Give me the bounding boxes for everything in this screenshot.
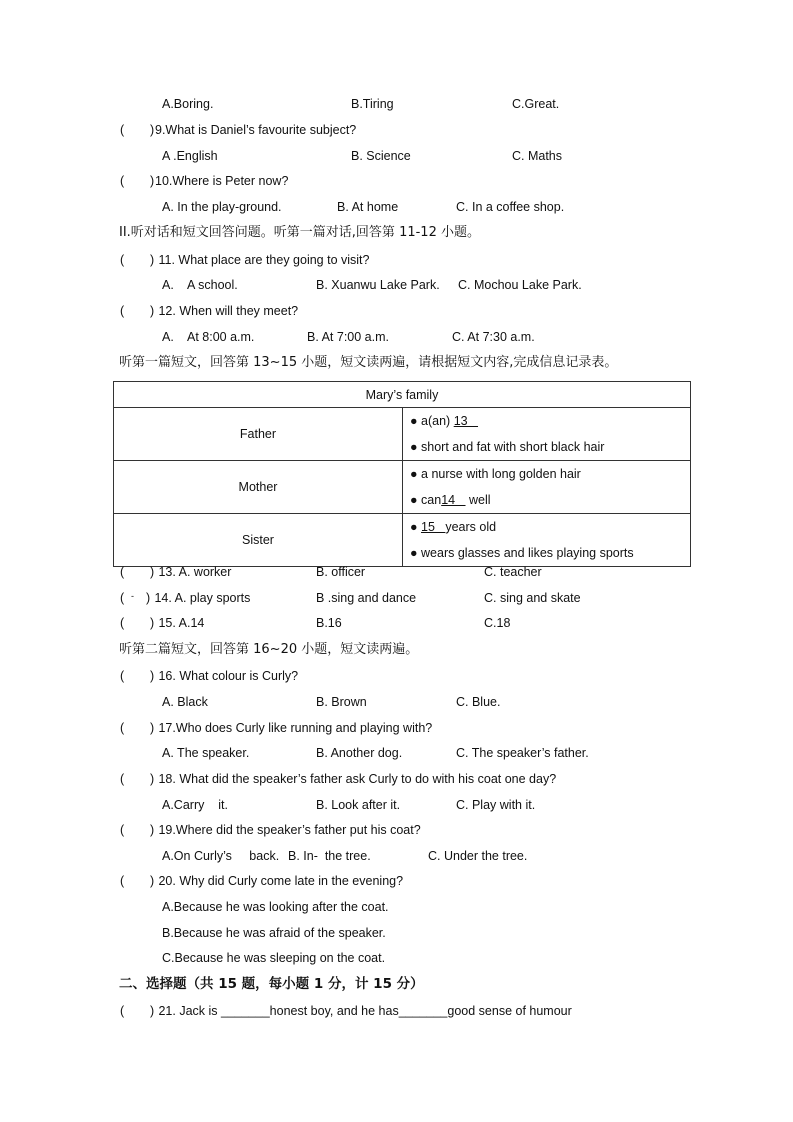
q13-option-c: C. teacher bbox=[484, 565, 542, 579]
q18-question: 18. What did the speaker’s father ask Curly to do with his coat one day? bbox=[155, 772, 557, 786]
marys-family-table bbox=[113, 381, 691, 567]
sister-line1-suffix: years old bbox=[445, 520, 497, 534]
part2-heading: 二、选择题（共 15 题，每小题 1 分，计 15 分） bbox=[119, 976, 424, 992]
q8-option-a: A.Boring. bbox=[162, 97, 214, 111]
q16-option-b: B. Brown bbox=[316, 695, 367, 709]
q15-paren-open: ( bbox=[120, 616, 125, 630]
q19-paren-close: ) bbox=[150, 823, 155, 837]
q18-option-b: B. Look after it. bbox=[316, 798, 401, 812]
q12-option-b: B. At 7:00 a.m. bbox=[307, 330, 389, 344]
sister-line1-prefix: ● bbox=[410, 520, 422, 534]
q16-option-c: C. Blue. bbox=[456, 695, 501, 709]
q17-option-c: C. The speaker’s father. bbox=[456, 746, 589, 760]
section2-heading: II.听对话和短文回答问题。听第一篇对话,回答第 11-12 小题。 bbox=[119, 225, 480, 240]
q15-paren-close: ) bbox=[150, 616, 155, 630]
q15-option-b: B.16 bbox=[316, 616, 342, 630]
q14-option-a: 14. A. play sports bbox=[151, 591, 251, 605]
father-line2: ● short and fat with short black hair bbox=[410, 440, 605, 454]
q10-question: 10.Where is Peter now? bbox=[155, 174, 289, 188]
q8-option-b: B.Tiring bbox=[351, 97, 394, 111]
q18-paren-close: ) bbox=[150, 772, 155, 786]
q21-paren-close: ) bbox=[150, 1004, 155, 1018]
mother-info bbox=[403, 461, 691, 514]
q20-question: 20. Why did Curly come late in the evening? bbox=[155, 874, 404, 888]
q10-option-b: B. At home bbox=[337, 200, 399, 214]
mother-line1: ● a nurse with long golden hair bbox=[410, 467, 581, 481]
q17-paren-close: ) bbox=[150, 721, 155, 735]
q21-text-mid: honest boy, and he has bbox=[269, 1004, 399, 1018]
q18-paren-open: ( bbox=[120, 772, 125, 786]
q20-paren-close: ) bbox=[150, 874, 155, 888]
sister-line2: ● wears glasses and likes playing sports bbox=[410, 546, 634, 560]
q19-paren-open: ( bbox=[120, 823, 125, 837]
q18-option-a: A.Carry it. bbox=[162, 798, 228, 812]
sister-info bbox=[403, 514, 691, 567]
q14-mark: - bbox=[131, 591, 134, 601]
q9-question: 9.What is Daniel’s favourite subject? bbox=[155, 123, 357, 137]
q13-paren-open: ( bbox=[120, 565, 125, 579]
q15-option-a: 15. A.14 bbox=[155, 616, 205, 630]
q13-option-a: 13. A. worker bbox=[155, 565, 232, 579]
q12-question: 12. When will they meet? bbox=[155, 304, 299, 318]
table-title: Mary’s family bbox=[114, 382, 691, 408]
mother-line2-suffix: well bbox=[465, 493, 491, 507]
q18-option-c: C. Play with it. bbox=[456, 798, 536, 812]
q16-paren-close: ) bbox=[150, 669, 155, 683]
q12-option-a: A. At 8:00 a.m. bbox=[162, 330, 255, 344]
table-row bbox=[114, 461, 691, 514]
q14-paren-close: ) bbox=[146, 591, 151, 605]
q21-text-start: 21. Jack is bbox=[155, 1004, 221, 1018]
q17-question: 17.Who does Curly like running and playing with? bbox=[155, 721, 433, 735]
q9-paren-open: ( bbox=[120, 123, 125, 137]
q11-option-c: C. Mochou Lake Park. bbox=[458, 278, 582, 292]
q21-text-end: good sense of humour bbox=[447, 1004, 572, 1018]
q14-option-c: C. sing and skate bbox=[484, 591, 581, 605]
father-label: Father bbox=[114, 408, 403, 461]
q14-option-b: B .sing and dance bbox=[316, 591, 417, 605]
q20-option-b: B.Because he was afraid of the speaker. bbox=[162, 926, 386, 940]
q16-paren-open: ( bbox=[120, 669, 125, 683]
q21-question bbox=[155, 1003, 572, 1019]
q9-option-b: B. Science bbox=[351, 149, 411, 163]
q10-paren-open: ( bbox=[120, 174, 125, 188]
q11-option-a: A. A school. bbox=[162, 278, 238, 292]
q9-paren-close: ) bbox=[150, 123, 155, 137]
q10-paren-close: ) bbox=[150, 174, 155, 188]
q21-blank-2[interactable]: _______ bbox=[398, 1004, 448, 1018]
q12-paren-close: ) bbox=[150, 304, 155, 318]
table-row bbox=[114, 408, 691, 461]
table-row bbox=[114, 514, 691, 567]
sister-label: Sister bbox=[114, 514, 403, 567]
q12-option-c: C. At 7:30 a.m. bbox=[452, 330, 535, 344]
father-info bbox=[403, 408, 691, 461]
q11-paren-close: ) bbox=[150, 253, 155, 267]
q10-option-c: C. In a coffee shop. bbox=[456, 200, 565, 214]
q11-paren-open: ( bbox=[120, 253, 125, 267]
mother-line2-prefix: ● can bbox=[410, 493, 442, 507]
q9-option-a: A .English bbox=[162, 149, 218, 163]
blank-15[interactable]: 15 bbox=[421, 520, 446, 534]
q11-question: 11. What place are they going to visit? bbox=[155, 253, 370, 267]
q20-option-c: C.Because he was sleeping on the coat. bbox=[162, 951, 386, 965]
q12-paren-open: ( bbox=[120, 304, 125, 318]
passage1-heading: 听第一篇短文，回答第 13~15 小题，短文读两遍，请根据短文内容,完成信息记录表。 bbox=[119, 355, 618, 370]
q13-paren-close: ) bbox=[150, 565, 155, 579]
q19-option-c: C. Under the tree. bbox=[428, 849, 528, 863]
blank-14[interactable]: 14 bbox=[441, 493, 466, 507]
q20-paren-open: ( bbox=[120, 874, 125, 888]
passage2-heading: 听第二篇短文，回答第 16~20 小题，短文读两遍。 bbox=[119, 642, 419, 657]
mother-label: Mother bbox=[114, 461, 403, 514]
q13-option-b: B. officer bbox=[316, 565, 366, 579]
q17-option-a: A. The speaker. bbox=[162, 746, 250, 760]
father-line1-prefix: ● a(an) bbox=[410, 414, 454, 428]
q16-question: 16. What colour is Curly? bbox=[155, 669, 299, 683]
q19-question: 19.Where did the speaker’s father put his coat? bbox=[155, 823, 421, 837]
q19-option-b: B. In- the tree. bbox=[288, 849, 371, 863]
q8-option-c: C.Great. bbox=[512, 97, 560, 111]
blank-13[interactable]: 13 bbox=[453, 414, 479, 428]
q21-paren-open: ( bbox=[120, 1004, 125, 1018]
q9-option-c: C. Maths bbox=[512, 149, 563, 163]
q17-option-b: B. Another dog. bbox=[316, 746, 403, 760]
q20-option-a: A.Because he was looking after the coat. bbox=[162, 900, 389, 914]
q19-option-a: A.On Curly’s back. bbox=[162, 849, 280, 863]
q17-paren-open: ( bbox=[120, 721, 125, 735]
q11-option-b: B. Xuanwu Lake Park. bbox=[316, 278, 440, 292]
q10-option-a: A. In the play-ground. bbox=[162, 200, 282, 214]
q16-option-a: A. Black bbox=[162, 695, 208, 709]
q21-blank-1[interactable]: _______ bbox=[221, 1004, 270, 1018]
q14-paren-open: ( bbox=[120, 591, 125, 605]
q15-option-c: C.18 bbox=[484, 616, 511, 630]
